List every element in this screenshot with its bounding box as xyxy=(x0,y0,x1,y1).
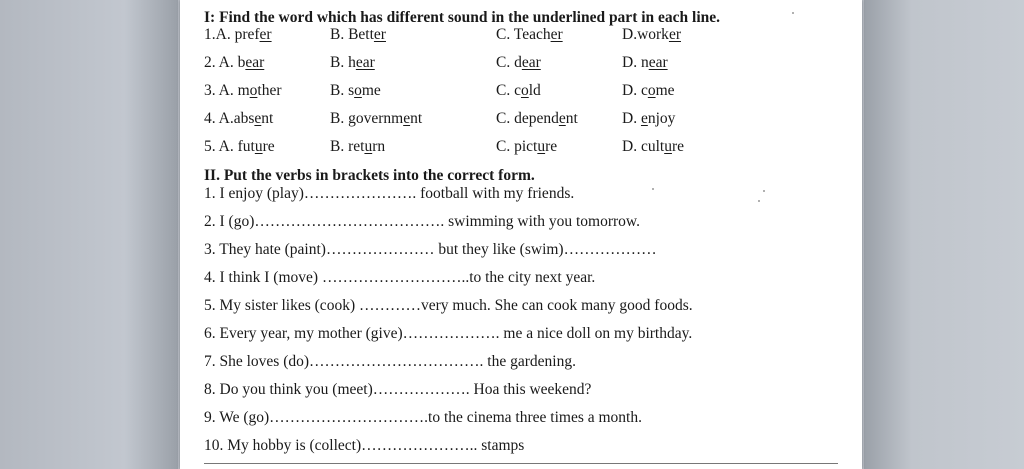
underlined-part: o xyxy=(647,82,656,99)
section2-title: II. Put the verbs in brackets into the correct form. xyxy=(204,167,535,184)
section1-title: I: Find the word which has different sound in the underlined part in each line. xyxy=(204,9,721,26)
option-text: A. pref xyxy=(215,26,260,43)
exercise-sentence: 8. Do you think you (meet)………………. Hoa this weekend? xyxy=(204,381,592,398)
exercise-sentence: 7. She loves (do)……………………………. the gardening. xyxy=(204,353,576,370)
scan-speck xyxy=(763,190,765,192)
exercise-sentence: 3. They hate (paint)………………… but they like (swim)……………… xyxy=(204,241,657,258)
exercise-sentence: 2. I (go)………………………………. swimming with you tomorrow. xyxy=(204,213,640,230)
underlined-part: ear xyxy=(648,54,668,71)
option-text-tail: rn xyxy=(372,138,386,155)
answer-option xyxy=(496,138,557,156)
answer-option xyxy=(204,82,282,100)
option-text: D.work xyxy=(622,26,669,43)
underlined-part: u xyxy=(537,138,546,155)
option-text: D. xyxy=(622,110,641,127)
answer-option xyxy=(330,82,381,100)
option-text-tail: nt xyxy=(565,110,578,127)
underlined-part: ear xyxy=(521,54,541,71)
answer-option xyxy=(496,54,541,72)
item-number: 1. xyxy=(204,26,216,43)
right-margin-shadow xyxy=(864,0,1024,469)
option-text: C. depend xyxy=(496,110,559,127)
answer-option xyxy=(330,110,422,128)
option-text: C. pict xyxy=(496,138,538,155)
option-text: B. h xyxy=(330,54,356,71)
answer-option xyxy=(622,110,675,128)
option-text: C. c xyxy=(496,82,521,99)
scan-speck xyxy=(758,200,760,202)
option-text: A. b xyxy=(218,54,246,71)
exercise-row xyxy=(204,54,864,82)
option-text: A.abs xyxy=(218,110,255,127)
item-number: 2. xyxy=(204,54,219,71)
underlined-part: er xyxy=(668,26,681,43)
option-text: C. Teach xyxy=(496,26,551,43)
option-text-tail: ther xyxy=(257,82,282,99)
underlined-part: o xyxy=(249,82,258,99)
option-text-tail: nt xyxy=(261,110,274,127)
pronunciation-exercise xyxy=(204,26,864,166)
option-text: B. s xyxy=(330,82,355,99)
exercise-sentence: 10. My hobby is (collect)………………….. stamps xyxy=(204,437,525,454)
answer-option xyxy=(622,54,668,72)
underlined-part: e xyxy=(403,110,411,127)
underlined-part: e xyxy=(640,110,648,127)
underlined-part: ear xyxy=(355,54,375,71)
answer-option xyxy=(622,138,684,156)
option-text-tail: re xyxy=(671,138,684,155)
item-number: 3. xyxy=(204,82,219,99)
answer-option xyxy=(622,82,675,100)
exercise-sentence: 9. We (go)………………………….to the cinema three times a month. xyxy=(204,409,642,426)
exercise-row xyxy=(204,82,864,110)
option-text-tail: re xyxy=(545,138,558,155)
scan-speck xyxy=(792,12,794,14)
bottom-rule xyxy=(204,463,838,464)
answer-option xyxy=(204,138,275,156)
underlined-part: er xyxy=(550,26,563,43)
answer-option xyxy=(330,26,386,44)
option-text: D. n xyxy=(622,54,649,71)
option-text: D. cult xyxy=(622,138,665,155)
exercise-sentence: 5. My sister likes (cook) …………very much. She can cook many good foods. xyxy=(204,297,693,314)
option-text-tail: njoy xyxy=(647,110,676,127)
option-text-tail: me xyxy=(361,82,381,99)
option-text: A. m xyxy=(218,82,250,99)
option-text-tail: me xyxy=(655,82,675,99)
answer-option xyxy=(622,26,681,44)
underlined-part: u xyxy=(364,138,373,155)
option-text: B. Bett xyxy=(330,26,374,43)
underlined-part: o xyxy=(520,82,529,99)
answer-option xyxy=(204,54,264,72)
item-number: 5. xyxy=(204,138,219,155)
option-text-tail: ld xyxy=(528,82,541,99)
exercise-row xyxy=(204,110,864,138)
answer-option xyxy=(330,54,375,72)
answer-option xyxy=(496,82,541,100)
exercise-sentence: 6. Every year, my mother (give)………………. me a nice doll on my birthday. xyxy=(204,325,693,342)
option-text: A. fut xyxy=(218,138,255,155)
underlined-part: ear xyxy=(245,54,265,71)
underlined-part: e xyxy=(254,110,262,127)
answer-option xyxy=(204,26,272,44)
exercise-sentence: 4. I think I (move) ………………………..to the city next year. xyxy=(204,269,596,286)
exercise-row xyxy=(204,26,864,54)
option-text: D. c xyxy=(622,82,648,99)
answer-option xyxy=(496,26,563,44)
underlined-part: e xyxy=(558,110,566,127)
answer-option xyxy=(204,110,273,128)
option-text: B. ret xyxy=(330,138,365,155)
underlined-part: er xyxy=(373,26,386,43)
exercise-row xyxy=(204,138,864,166)
verb-form-exercise xyxy=(204,184,864,464)
exercise-sentence: 1. I enjoy (play)…………………. football with my friends. xyxy=(204,185,575,202)
option-text: C. d xyxy=(496,54,522,71)
underlined-part: u xyxy=(664,138,672,155)
option-text: B. governm xyxy=(330,110,404,127)
left-margin-shadow xyxy=(0,0,178,469)
option-text-tail: re xyxy=(262,138,275,155)
scan-speck xyxy=(652,188,654,190)
item-number: 4. xyxy=(204,110,219,127)
underlined-part: u xyxy=(254,138,263,155)
option-text-tail: nt xyxy=(410,110,423,127)
answer-option xyxy=(496,110,578,128)
underlined-part: o xyxy=(354,82,362,99)
answer-option xyxy=(330,138,385,156)
underlined-part: er xyxy=(259,26,272,43)
document-page xyxy=(180,0,862,469)
